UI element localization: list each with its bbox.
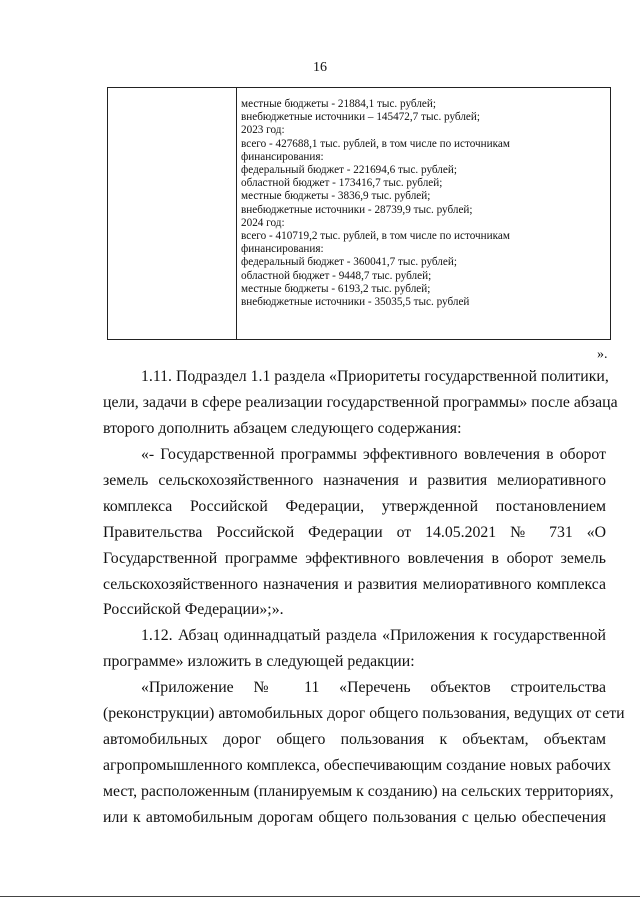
footer-rule	[0, 896, 640, 897]
table-line: внебюджетные источники - 28739,9 тыс. рублей;	[241, 203, 473, 216]
paragraph-line: (реконструкции) автомобильных дорог общего пользования, ведущих от сети	[103, 705, 625, 722]
table-line: 2024 год:	[241, 216, 285, 229]
paragraph-line: агропромышленного комплекса, обеспечивающим создание новых рабочих	[103, 757, 611, 774]
table-line: 2023 год:	[241, 124, 285, 137]
table-left-cell	[108, 88, 237, 339]
table-line: финансирования:	[241, 243, 324, 256]
table-line: федеральный бюджет - 360041,7 тыс. рублей;	[241, 256, 457, 269]
paragraph-line: земель сельскохозяйственного назначения и развития мелиоративного	[103, 472, 606, 489]
paragraph-line: Государственной программе эффективного вовлечения в оборот земель	[103, 550, 606, 567]
paragraph-line: 1.12. Абзац одиннадцатый раздела «Приложения к государственной	[141, 627, 606, 644]
budget-table	[107, 87, 611, 340]
paragraph-line: комплекса Российской Федерации, утвержденной постановлением	[103, 498, 606, 515]
paragraph-line: Российской Федерации»;».	[103, 601, 284, 618]
paragraph-line: автомобильных дорог общего пользования к объектам, объектам	[103, 731, 606, 748]
closing-quote: ».	[597, 347, 608, 362]
paragraph-line: «- Государственной программы эффективного вовлечения в оборот	[141, 446, 606, 463]
table-line: всего - 427688,1 тыс. рублей, в том числе по источникам	[241, 137, 510, 150]
paragraph-line: 1.11. Подраздел 1.1 раздела «Приоритеты государственной политики,	[141, 368, 609, 385]
paragraph-line: Правительства Российской Федерации от 14.05.2021 № 731 «О	[103, 524, 606, 541]
paragraph-line: программе» изложить в следующей редакции:	[103, 653, 415, 670]
table-line: внебюджетные источники – 145472,7 тыс. рублей;	[241, 111, 480, 124]
page-number: 16	[313, 60, 327, 75]
paragraph-line: «Приложение № 11 «Перечень объектов строительства	[141, 679, 606, 696]
paragraph-line: цели, задачи в сфере реализации государственной программы» после абзаца	[103, 394, 618, 411]
paragraph-line: второго дополнить абзацем следующего содержания:	[103, 420, 462, 437]
table-line: местные бюджеты - 3836,9 тыс. рублей;	[241, 190, 431, 203]
table-line: внебюджетные источники - 35035,5 тыс. рублей	[241, 296, 470, 309]
table-line: местные бюджеты - 21884,1 тыс. рублей;	[241, 98, 436, 110]
table-line: областной бюджет - 9448,7 тыс. рублей;	[241, 269, 432, 282]
table-line: всего - 410719,2 тыс. рублей, в том числе по источникам	[241, 230, 510, 243]
table-line: финансирования:	[241, 150, 324, 163]
table-line: местные бюджеты - 6193,2 тыс. рублей;	[241, 282, 431, 295]
paragraph-line: сельскохозяйственного назначения и развития мелиоративного комплекса	[103, 576, 606, 593]
paragraph-line: или к автомобильным дорогам общего пользования с целью обеспечения	[103, 809, 606, 826]
table-right-cell	[237, 88, 610, 339]
table-line: областной бюджет - 173416,7 тыс. рублей;	[241, 177, 443, 190]
table-line: федеральный бюджет - 221694,6 тыс. рублей;	[241, 164, 457, 177]
paragraph-line: мест, расположенным (планируемым к созданию) на сельских территориях,	[103, 783, 614, 800]
